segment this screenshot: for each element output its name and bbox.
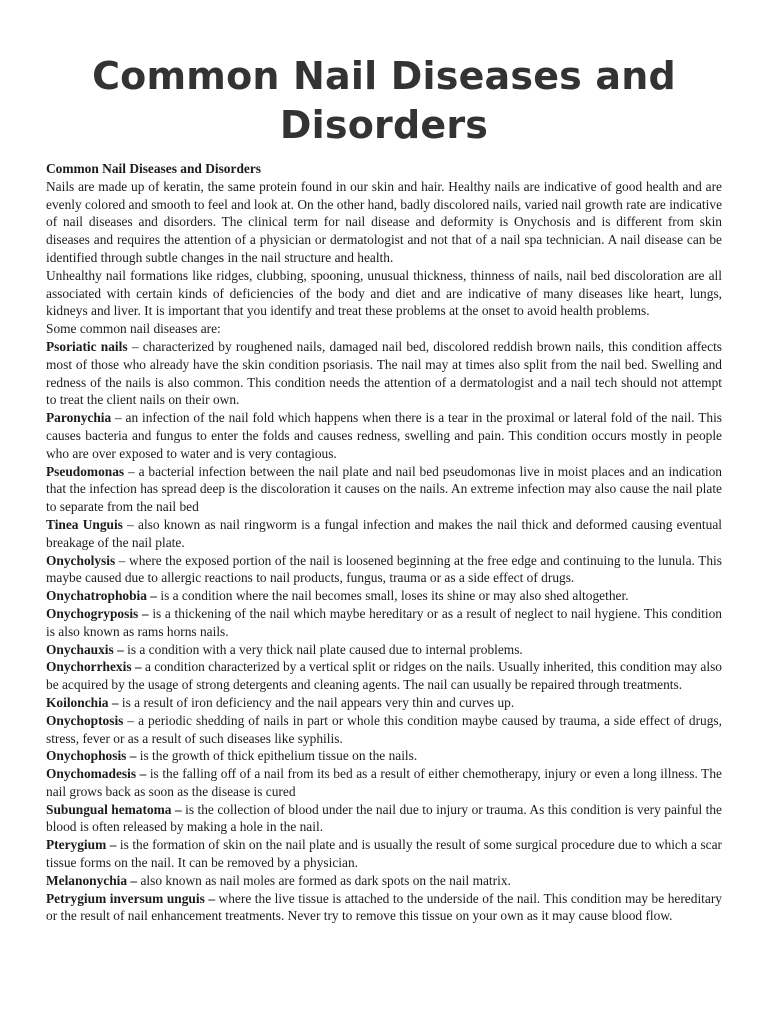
disease-term: Paronychia (46, 410, 112, 426)
disease-term: Petrygium inversum unguis – (46, 890, 216, 906)
disease-term: Onychogryposis – (46, 605, 149, 621)
disease-description: is a condition where the nail becomes small, loses its shine or may also shed altogether. (157, 588, 629, 604)
disease-entry (46, 552, 722, 588)
disease-description: – a bacterial infection between the nail plate and nail bed pseudomonas live in moist places and an indication that the infection has spread deep is the discoloration it causes on the nails. An extreme infection may also cause the nail plate to separate from the nail bed (46, 463, 722, 515)
section-heading: Common Nail Diseases and Disorders (46, 161, 261, 176)
disease-term: Onychauxis – (46, 641, 124, 657)
disease-term: Onychatrophobia – (46, 588, 157, 604)
disease-entry (46, 872, 722, 890)
disease-term: Onychomadesis – (46, 766, 147, 782)
disease-entry (46, 641, 722, 659)
disease-description: also known as nail moles are formed as dark spots on the nail matrix. (137, 872, 511, 888)
disease-entry (46, 890, 722, 926)
disease-entry (46, 836, 722, 872)
disease-description: is the growth of thick epithelium tissue on the nails. (136, 748, 418, 764)
disease-term: Psoriatic nails (46, 338, 128, 354)
intro-paragraph: Unhealthy nail formations like ridges, clubbing, spooning, unusual thickness, thinness of nails, nail bed discoloration are all associated with certain kinds of deficiencies of the body and diet and are indicative of many diseases like heart, lungs, kidneys and liver. It is important that you identify and treat these problems at the onset to avoid health problems. (46, 267, 722, 319)
disease-term: Melanonychia – (46, 872, 138, 888)
disease-description: – also known as nail ringworm is a fungal infection and makes the nail thick and deformed causing eventual breakage of the nail plate. (46, 516, 722, 550)
disease-description: is the collection of blood under the nail due to injury or trauma. As this condition is very painful the blood is often released by making a hole in the nail. (46, 801, 722, 835)
disease-entry (46, 694, 722, 712)
page-title: Common Nail Diseases and Disorders (92, 54, 676, 147)
disease-description: is the formation of skin on the nail plate and is usually the result of some surgical procedure due to which a scar tissue forms on the nail. It can be removed by a physician. (46, 837, 723, 871)
disease-entry (46, 765, 722, 801)
disease-term: Onycholysis (46, 552, 116, 568)
disease-term: Koilonchia – (46, 694, 119, 710)
disease-entry (46, 409, 722, 462)
disease-description: – a periodic shedding of nails in part or whole this condition maybe caused by trauma, a side effect of drugs, stress, fever or as a result of such diseases like syphilis. (46, 712, 722, 746)
disease-description: – characterized by roughened nails, damaged nail bed, discolored reddish brown nails, this condition affects most of those who already have the skin condition psoriasis. The nail may at times also split from the nail bed. Swelling and redness of the nails is also common. This condition needs the attention of a dermatologist and a nail tech should not attempt to treat the client nails on their own. (46, 338, 722, 408)
disease-description: – where the exposed portion of the nail is loosened beginning at the free edge and continuing to the lunula. This maybe caused due to allergic reactions to nail products, fungus, trauma or as a side effect of drugs. (46, 552, 722, 586)
disease-entry (46, 338, 722, 409)
disease-entry (46, 516, 722, 552)
disease-description: is a thickening of the nail which maybe hereditary or as a result of neglect to nail hygiene. This condition is also known as rams horns nails. (46, 605, 722, 639)
disease-entry (46, 605, 722, 641)
disease-term: Subungual hematoma – (46, 801, 182, 817)
disease-term: Onychoptosis (46, 712, 124, 728)
disease-term: Onychorrhexis – (46, 659, 142, 675)
intro-paragraph: Nails are made up of keratin, the same protein found in our skin and hair. Healthy nails are indicative of good health and are evenly colored and smooth to feel and look at. On the other hand, badly discolored nails, varied nail growth rate are indicative of nail diseases and disorders. The clinical term for nail disease and deformity is Onychosis and is different from skin diseases and requires the attention of a physician or dermatologist and not that of a nail spa technician. A nail disease can be identified through subtle changes in the nail structure and health. (46, 178, 723, 265)
disease-entry (46, 658, 722, 694)
disease-entry (46, 801, 722, 837)
disease-description: is a condition with a very thick nail plate caused due to internal problems. (123, 641, 523, 657)
document-body (46, 160, 722, 925)
disease-description: a condition characterized by a vertical split or ridges on the nails. Usually inherited, this condition may also be acquired by the usage of strong detergents and cleaning agents. The nail can usually be repaired through treatments. (46, 659, 722, 693)
disease-entry (46, 587, 722, 605)
disease-entry (46, 712, 722, 748)
disease-entry (46, 463, 722, 516)
disease-entry (46, 747, 722, 765)
disease-description: where the live tissue is attached to the underside of the nail. This condition may be hereditary or the result of nail enhancement treatments. Never try to remove this tissue on your own as it may cause blood flow. (46, 890, 722, 924)
disease-term: Pseudomonas (46, 463, 125, 479)
intro-paragraph: Some common nail diseases are: (46, 321, 221, 337)
disease-term: Pterygium – (46, 837, 117, 853)
disease-description: – an infection of the nail fold which happens when there is a tear in the proximal or lateral fold of the nail. This causes bacteria and fungus to enter the folds and causes redness, swelling and pain. This condition occurs mostly in people who are over exposed to water and is very contagious. (46, 410, 722, 461)
disease-description: is the falling off of a nail from its bed as a result of either chemotherapy, injury or even a long illness. The nail grows back as soon as the disease is cured (46, 766, 722, 799)
disease-term: Onychophosis – (46, 748, 137, 764)
disease-description: is a result of iron deficiency and the nail appears very thin and curves up. (118, 694, 515, 710)
disease-term: Tinea Unguis (46, 516, 123, 532)
